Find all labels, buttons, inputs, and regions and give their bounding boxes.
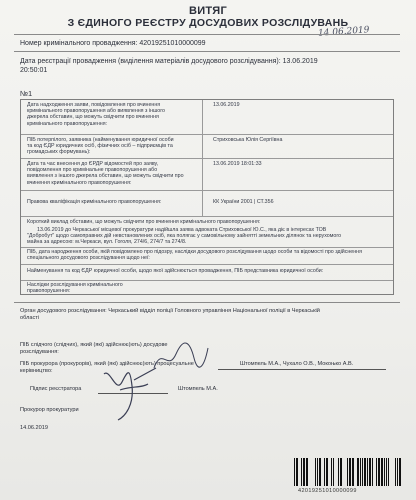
victim-label: ПІБ потерпілого, заявника (найменування юридичної особи та код ЄДР юридичних осіб, фізичних осіб – підприємців та громадських формувань): <box>27 137 174 156</box>
registrar-name: Штомпель М.А. <box>178 386 218 392</box>
victim-value: Стриховська Юлія Сергіївна <box>213 137 283 143</box>
investigation-agency: Орган досудового розслідування: Черкаський відділ поліції Головного управління Національної поліції в Черкаській області <box>20 308 320 321</box>
document-subtitle: З ЄДИНОГО РЕЄСТРУ ДОСУДОВИХ РОЗСЛІДУВАНЬ <box>67 17 349 29</box>
summary-heading: Короткий виклад обставин, що можуть свідчити про вчинення кримінального правопорушення: <box>27 219 261 225</box>
barcode-number: 42019251010000099 <box>298 488 357 494</box>
legal-entity-heading: Найменування та код ЄДР юридичної особи, щодо якої здійснюється провадження, ПІБ представника юридичної особи: <box>27 268 324 274</box>
legal-qualification-label: Правова кваліфікація кримінального правопорушення: <box>27 199 162 205</box>
received-date-value: 13.06.2019 <box>213 102 240 108</box>
case-table <box>20 99 394 295</box>
registration-time: 20:50:01 <box>20 67 48 74</box>
registration-date: Дата реєстрації провадження (виділення матеріалів досудового розслідування): 13.06.2019 <box>20 58 318 65</box>
case-number: Номер кримінального провадження: 42019251010000099 <box>20 40 206 47</box>
investigators-label: ПІБ слідчого (слідчих), який (які) здійснює(ють) досудове розслідування: <box>20 342 168 355</box>
received-date-label: Дата надходження заяви, повідомлення про вчинення кримінального правопорушення або виявлення з іншого джерела обставин, що можуть свідчити про вчинення кримінального правопорушення: <box>27 102 165 127</box>
suspect-heading: ПІБ, дата народження особи, якій повідомлено про підозру, наслідки досудового розслідування щодо особи та відомості про здійснення спеціального досудового розслідування щодо неї: <box>27 249 362 262</box>
entry-datetime-label: Дата та час внесення до ЄРДР відомостей про заяву, повідомлення про кримінальне правопорушення або виявлення з іншого джерела обставин, що можуть свідчити про вчинення кримінального правопорушення: <box>27 161 184 186</box>
section-number: №1 <box>20 89 33 98</box>
barcode <box>292 458 402 486</box>
document-title: ВИТЯГ <box>188 5 228 17</box>
registrar-label: Підпис реєстратора <box>30 386 82 392</box>
handwritten-date: 14.06.2019 <box>317 25 370 39</box>
prosecutor-label: Прокурор прокуратури <box>20 407 79 413</box>
legal-qualification-value: КК України 2001 | СТ.356 <box>213 199 274 205</box>
summary-text: 13.06.2019 до Черкаської місцевої прокуратури надійшла заява адвоката Стриховської Ю.С., яка діє в інтересах ТОВ "Добробут" щодо самоправних дій невстановлених осіб, яка полягає у самовільному зайнятті земельних ділянок та нерухомого майна за адресою: м.Черкаси, вул. Гоголя, 274/6, 274/7 та 274/8. <box>27 227 342 246</box>
divider <box>14 302 400 303</box>
divider <box>14 34 400 35</box>
responsible-names: Штомпель М.А., Чухало О.В., Мокоњко А.В. <box>240 361 354 367</box>
prosecutors-label: ПІБ прокурора (прокурорів), який (які) здійснює(ють) процесуальне керівництво: <box>20 361 194 374</box>
footer-date: 14.06.2019 <box>20 425 48 431</box>
signature-scribble <box>150 338 210 378</box>
consequences-heading: Наслідки розслідування кримінального правопорушення: <box>27 282 123 295</box>
entry-datetime-value: 13.06.2019 18:01:33 <box>213 161 262 167</box>
divider <box>14 51 400 52</box>
